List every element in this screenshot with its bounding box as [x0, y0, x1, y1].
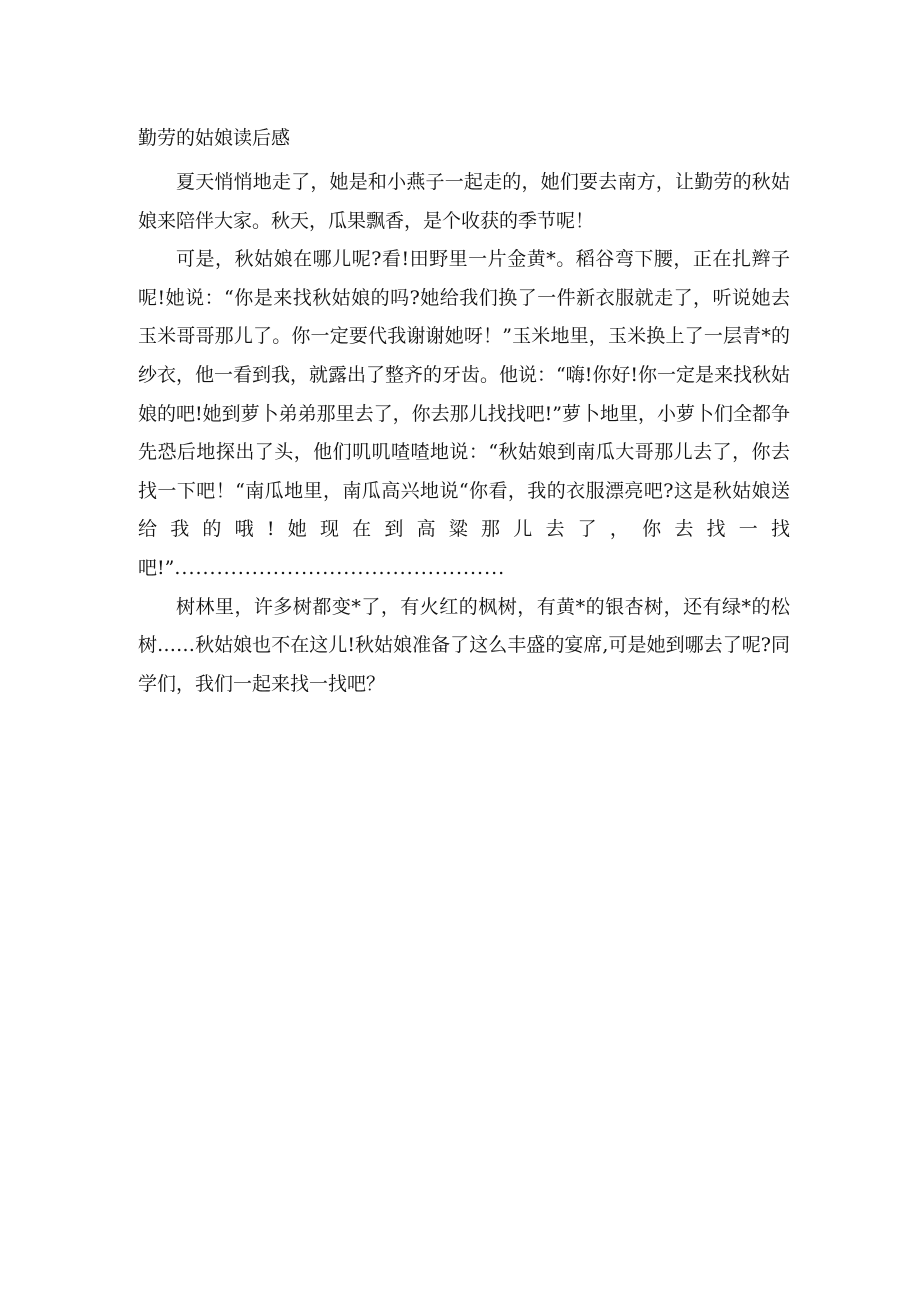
paragraph-3: 树林里，许多树都变*了，有火红的枫树，有黄*的银杏树，还有绿*的松树……秋姑娘也不在这儿!秋姑娘准备了这么丰盛的宴席,可是她到哪去了呢?同学们，我们一起来找一找吧？	[138, 595, 790, 695]
document-title: 勤劳的姑娘读后感	[138, 127, 291, 149]
ellipsis-dots: ...............................................	[174, 556, 506, 579]
paragraph-2	[138, 240, 790, 587]
paragraph-2-text: 可是，秋姑娘在哪儿呢?看!田野里一片金黄*。稻谷弯下腰，正在扎辫子呢!她说：“你是来找秋姑娘的吗?她给我们换了一件新衣服就走了，听说她去玉米哥哥那儿了。你一定要代我谢谢她呀！”玉米地里，玉米换上了一层青*的纱衣，他一看到我，就露出了整齐的牙齿。他说：“嗨!你好!你一定是来找秋姑娘的吧!她到萝卜弟弟那里去了，你去那儿找找吧!”萝卜地里，小萝卜们全都争先恐后地探出了头，他们叽叽喳喳地说：“秋姑娘到南瓜大哥那儿去了，你去找一下吧！“南瓜地里，南瓜高兴地说“你看，我的衣服漂亮吧?这是秋姑娘送给我的哦!她现在到高粱那儿去了，你去找一找吧!”	[138, 248, 790, 579]
paragraph-1: 夏天悄悄地走了，她是和小燕子一起走的，她们要去南方，让勤劳的秋姑娘来陪伴大家。秋天，瓜果飘香，是个收获的季节呢！	[138, 171, 790, 232]
document-body	[138, 163, 790, 703]
